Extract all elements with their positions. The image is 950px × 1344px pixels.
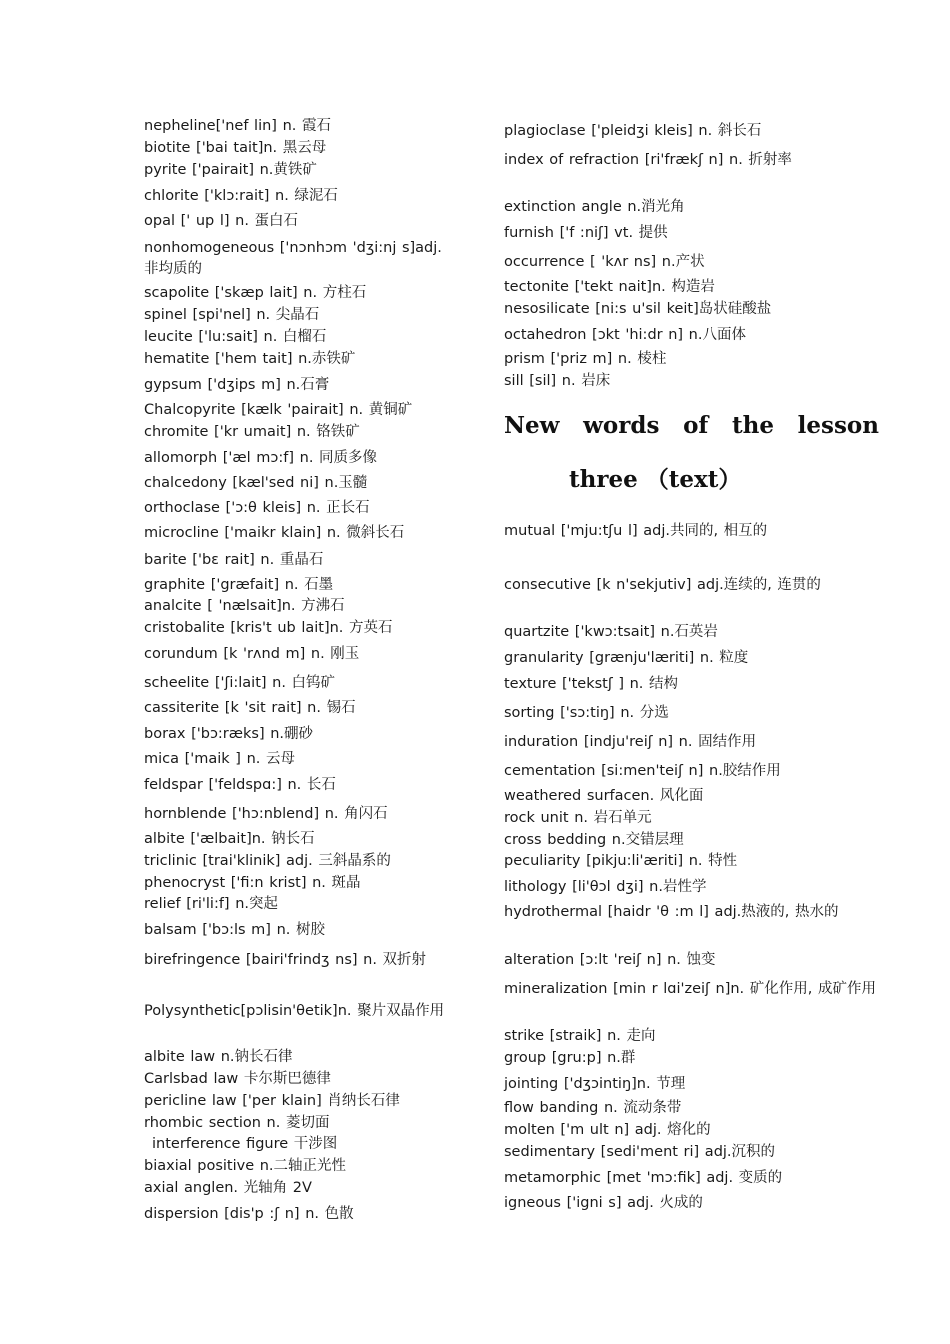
glossary-entry: furnish ['f :niʃ] vt. 提供 (504, 225, 668, 241)
glossary-entry: sorting ['sɔ:tiŋ] n. 分选 (504, 705, 669, 721)
glossary-entry: octahedron [ɔkt 'hi:dr n] n.八面体 (504, 327, 746, 343)
glossary-entry: index of refraction [ri'frækʃ n] n. 折射率 (504, 152, 792, 168)
glossary-entry: jointing ['dʒɔintiŋ]n. 节理 (504, 1076, 686, 1092)
glossary-entry: rock unit n. 岩石单元 (504, 810, 652, 826)
glossary-entry: gypsum ['dʒips m] n.石膏 (144, 377, 330, 393)
glossary-entry: nesosilicate [ni:s u'sil keit]岛状硅酸盐 (504, 301, 772, 317)
glossary-entry: molten ['m ult n] adj. 熔化的 (504, 1122, 711, 1138)
glossary-entry: lithology [li'θɔl dʒi] n.岩性学 (504, 879, 707, 895)
glossary-entry: cassiterite [k 'sit rait] n. 锡石 (144, 700, 356, 716)
heading-word: words (583, 412, 660, 439)
glossary-entry: microcline ['maikr klain] n. 微斜长石 (144, 525, 405, 541)
glossary-entry: weathered surfacen. 风化面 (504, 788, 704, 804)
glossary-entry: cristobalite [kris't ub lait]n. 方英石 (144, 620, 393, 636)
glossary-entry: plagioclase ['pleidʒi kleis] n. 斜长石 (504, 123, 762, 139)
glossary-entry: consecutive [k n'sekjutiv] adj.连续的, 连贯的 (504, 577, 821, 593)
glossary-entry: borax ['bɔ:ræks] n.硼砂 (144, 726, 314, 742)
glossary-entry: spinel [spi'nel] n. 尖晶石 (144, 307, 320, 323)
glossary-entry: biaxial positive n.二轴正光性 (144, 1158, 347, 1174)
glossary-entry: hydrothermal [haidr 'θ :m l] adj.热液的, 热水的 (504, 904, 839, 920)
glossary-entry: nonhomogeneous ['nɔnhɔm 'dʒi:nj s]adj. 非均质的 (144, 240, 442, 277)
glossary-entry: occurrence [ 'kʌr ns] n.产状 (504, 254, 705, 270)
glossary-entry: allomorph ['æl mɔ:f] n. 同质多像 (144, 450, 378, 466)
glossary-entry: metamorphic [met 'mɔ:fik] adj. 变质的 (504, 1170, 783, 1186)
glossary-entry: corundum [k 'rʌnd m] n. 刚玉 (144, 646, 360, 662)
heading-word: lesson (797, 412, 879, 439)
glossary-entry: mutual ['mju:tʃu l] adj.共同的, 相互的 (504, 523, 768, 539)
glossary-entry: nepheline['nef lin] n. 霞石 (144, 118, 331, 134)
glossary-entry: axial anglen. 光轴角 2V (144, 1180, 312, 1196)
glossary-entry: texture ['tekstʃ ] n. 结构 (504, 676, 679, 692)
glossary-entry: prism ['priz m] n. 棱柱 (504, 351, 667, 367)
glossary-entry: analcite [ 'nælsait]n. 方沸石 (144, 598, 345, 614)
glossary-entry: pericline law ['per klain] 肖纳长石律 (144, 1093, 400, 1109)
glossary-entry: alteration [ɔ:lt 'reiʃ n] n. 蚀变 (504, 952, 716, 968)
glossary-entry: triclinic [trai'klinik] adj. 三斜晶系的 (144, 853, 391, 869)
glossary-entry: pyrite ['pairait] n.黄铁矿 (144, 162, 317, 178)
glossary-entry: birefringence [bairi'frindʒ ns] n. 双折射 (144, 952, 427, 968)
heading-word: New (504, 412, 560, 439)
glossary-entry: sedimentary [sedi'ment ri] adj.沉积的 (504, 1144, 776, 1160)
glossary-entry: orthoclase ['ɔ:θ kleis] n. 正长石 (144, 500, 370, 516)
glossary-entry: Carlsbad law 卡尔斯巴德律 (144, 1071, 331, 1087)
glossary-entry: Chalcopyrite [kælk 'pairait] n. 黄铜矿 (144, 402, 413, 418)
glossary-entry: granularity [grænju'læriti] n. 粒度 (504, 650, 749, 666)
glossary-entry: barite ['bɛ rait] n. 重晶石 (144, 552, 324, 568)
glossary-entry: biotite ['bai tait]n. 黑云母 (144, 140, 327, 156)
glossary-entry: graphite ['græfait] n. 石墨 (144, 577, 334, 593)
glossary-entry: cementation [si:men'teiʃ n] n.胶结作用 (504, 763, 781, 779)
glossary-entry: cross bedding n.交错层理 (504, 832, 684, 848)
heading-word: the (731, 412, 774, 439)
glossary-entry: leucite ['lu:sait] n. 白榴石 (144, 329, 327, 345)
glossary-entry: relief [ri'li:f] n.突起 (144, 896, 279, 912)
glossary-entry: dispersion [dis'p :ʃ n] n. 色散 (144, 1206, 354, 1222)
glossary-entry: strike [straik] n. 走向 (504, 1028, 656, 1044)
glossary-entry: chromite ['kr umait] n. 铬铁矿 (144, 424, 360, 440)
glossary-entry: quartzite ['kwɔ:tsait] n.石英岩 (504, 624, 718, 640)
glossary-entry: flow banding n. 流动条带 (504, 1100, 682, 1116)
glossary-entry: chlorite ['klɔ:rait] n. 绿泥石 (144, 188, 338, 204)
glossary-entry: opal [' up l] n. 蛋白石 (144, 213, 299, 229)
glossary-entry: hornblende ['hɔ:nblend] n. 角闪石 (144, 806, 388, 822)
glossary-entry: balsam ['bɔ:ls m] n. 树胶 (144, 922, 325, 938)
glossary-entry: induration [indju'reiʃ n] n. 固结作用 (504, 734, 757, 750)
glossary-entry: igneous ['igni s] adj. 火成的 (504, 1195, 703, 1211)
glossary-entry: feldspar ['feldspɑ:] n. 长石 (144, 777, 336, 793)
section-heading-line2: three （text） (569, 466, 742, 493)
glossary-entry: rhombic section n. 菱切面 (144, 1115, 330, 1131)
glossary-entry: Polysynthetic[pɔlisin'θetik]n. 聚片双晶作用 (144, 1003, 445, 1019)
glossary-entry: peculiarity [pikju:li'æriti] n. 特性 (504, 853, 738, 869)
glossary-entry: tectonite ['tekt nait]n. 构造岩 (504, 279, 715, 295)
glossary-entry: hematite ['hem tait] n.赤铁矿 (144, 351, 356, 367)
glossary-entry: scapolite ['skæp lait] n. 方柱石 (144, 285, 367, 301)
glossary-entry: interference figure 干涉图 (152, 1136, 338, 1152)
heading-word: of (683, 412, 709, 439)
glossary-entry: phenocryst ['fi:n krist] n. 斑晶 (144, 875, 361, 891)
glossary-entry: albite ['ælbait]n. 钠长石 (144, 831, 315, 847)
glossary-entry: mica ['maik ] n. 云母 (144, 751, 295, 767)
glossary-entry: albite law n.钠长石律 (144, 1049, 293, 1065)
glossary-entry: mineralization [min r lɑi'zeiʃ n]n. 矿化作用, 成矿作用 (504, 981, 876, 997)
glossary-entry: group [gru:p] n.群 (504, 1050, 636, 1066)
glossary-entry: sill [sil] n. 岩床 (504, 373, 611, 389)
section-heading (504, 412, 879, 439)
glossary-entry: chalcedony [kæl'sed ni] n.玉髓 (144, 475, 368, 491)
glossary-entry: extinction angle n.消光角 (504, 199, 685, 215)
glossary-entry: scheelite ['ʃi:lait] n. 白钨矿 (144, 675, 336, 691)
